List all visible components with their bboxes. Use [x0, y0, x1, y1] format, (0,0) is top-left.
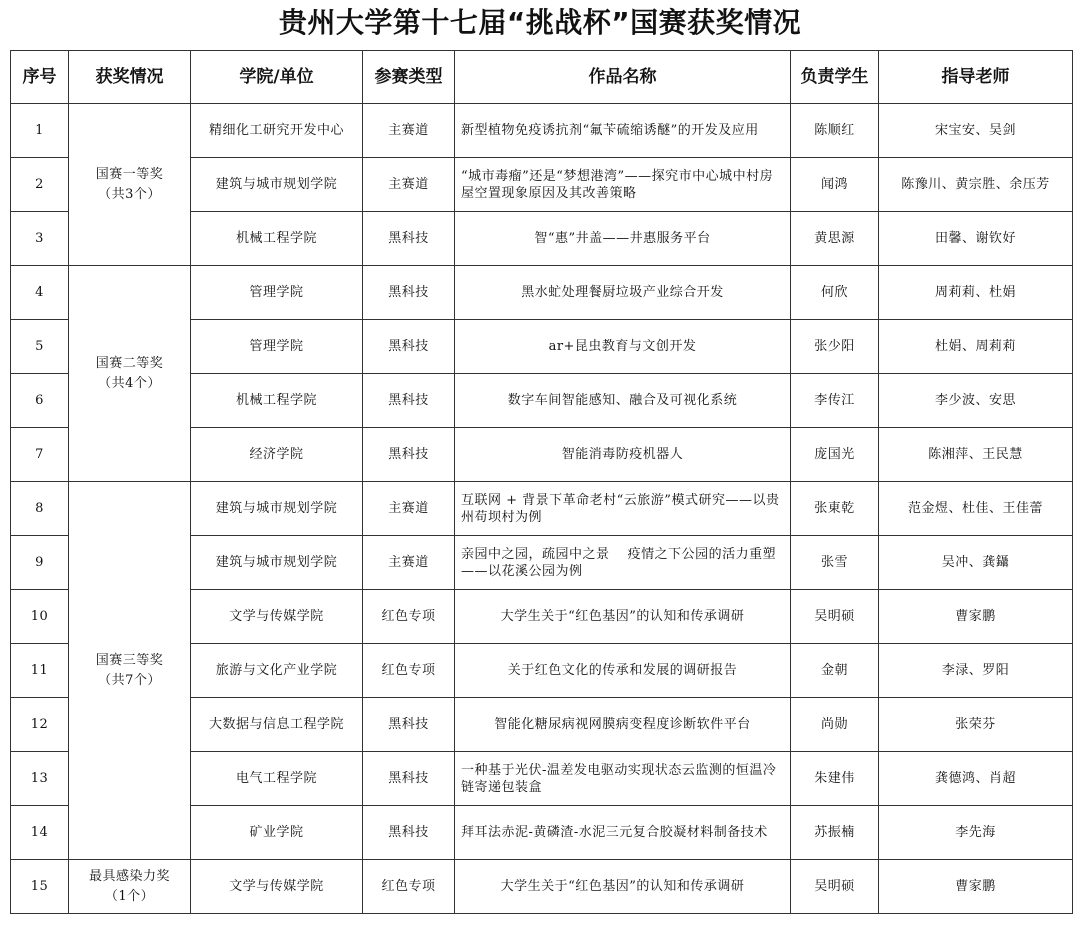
header-work: 作品名称 — [455, 51, 791, 104]
cell-college: 文学与传媒学院 — [191, 860, 363, 914]
awards-table — [10, 50, 1073, 914]
cell-no: 14 — [11, 806, 69, 860]
cell-student: 张東乾 — [791, 482, 879, 536]
cell-college: 大数据与信息工程学院 — [191, 698, 363, 752]
cell-work: 关于红色文化的传承和发展的调研报告 — [455, 644, 791, 698]
cell-college: 电气工程学院 — [191, 752, 363, 806]
cell-type: 黑科技 — [363, 752, 455, 806]
cell-type: 红色专项 — [363, 860, 455, 914]
cell-work: 黑水虻处理餐厨垃圾产业综合开发 — [455, 266, 791, 320]
cell-student: 李传江 — [791, 374, 879, 428]
cell-no: 9 — [11, 536, 69, 590]
award-count: （1个） — [104, 888, 155, 904]
table-row — [11, 860, 1073, 914]
cell-work: 亲园中之园，疏园中之景 疫情之下公园的活力重塑——以花溪公园为例 — [455, 536, 791, 590]
cell-student: 陈顺红 — [791, 104, 879, 158]
cell-type: 黑科技 — [363, 428, 455, 482]
cell-work: 智能化糖尿病视网膜病变程度诊断软件平台 — [455, 698, 791, 752]
cell-advisor: 李渌、罗阳 — [879, 644, 1073, 698]
cell-type: 黑科技 — [363, 266, 455, 320]
cell-no: 7 — [11, 428, 69, 482]
cell-no: 1 — [11, 104, 69, 158]
cell-advisor: 曹家鹏 — [879, 860, 1073, 914]
cell-student: 吴明硕 — [791, 860, 879, 914]
cell-student: 张雪 — [791, 536, 879, 590]
award-group-third — [69, 482, 191, 860]
cell-student: 朱建伟 — [791, 752, 879, 806]
cell-no: 15 — [11, 860, 69, 914]
cell-advisor: 李少波、安思 — [879, 374, 1073, 428]
cell-work: 智能消毒防疫机器人 — [455, 428, 791, 482]
cell-no: 5 — [11, 320, 69, 374]
award-group-second — [69, 266, 191, 482]
page-title: 贵州大学第十七届“挑战杯”国赛获奖情况 — [278, 6, 802, 39]
cell-college: 管理学院 — [191, 266, 363, 320]
cell-no: 2 — [11, 158, 69, 212]
cell-type: 黑科技 — [363, 320, 455, 374]
award-label: 国赛一等奖 — [95, 166, 164, 182]
cell-college: 机械工程学院 — [191, 212, 363, 266]
cell-type: 黑科技 — [363, 212, 455, 266]
cell-work: 数字车间智能感知、融合及可视化系统 — [455, 374, 791, 428]
award-label: 国赛二等奖 — [95, 355, 164, 371]
header-award: 获奖情况 — [69, 51, 191, 104]
cell-no: 3 — [11, 212, 69, 266]
cell-college: 建筑与城市规划学院 — [191, 158, 363, 212]
table-row — [11, 104, 1073, 158]
cell-type: 黑科技 — [363, 698, 455, 752]
cell-type: 黑科技 — [363, 806, 455, 860]
cell-no: 4 — [11, 266, 69, 320]
cell-no: 11 — [11, 644, 69, 698]
cell-student: 尚勋 — [791, 698, 879, 752]
cell-type: 黑科技 — [363, 374, 455, 428]
cell-type: 红色专项 — [363, 644, 455, 698]
cell-advisor: 吴冲、龚鑷 — [879, 536, 1073, 590]
cell-advisor: 陈湘萍、王民慧 — [879, 428, 1073, 482]
cell-work: 新型植物免疫诱抗剂“氟苄硫缩诱醚”的开发及应用 — [455, 104, 791, 158]
cell-advisor: 周莉莉、杜娟 — [879, 266, 1073, 320]
cell-work: 大学生关于“红色基因”的认知和传承调研 — [455, 590, 791, 644]
cell-student: 吴明硕 — [791, 590, 879, 644]
cell-type: 主赛道 — [363, 158, 455, 212]
cell-advisor: 宋宝安、吴剑 — [879, 104, 1073, 158]
award-label: 最具感染力奖 — [88, 868, 170, 884]
cell-student: 何欣 — [791, 266, 879, 320]
cell-type: 红色专项 — [363, 590, 455, 644]
header-advisor: 指导老师 — [879, 51, 1073, 104]
award-count: （共7个） — [98, 672, 161, 688]
cell-college: 文学与传媒学院 — [191, 590, 363, 644]
cell-advisor: 李先海 — [879, 806, 1073, 860]
cell-college: 矿业学院 — [191, 806, 363, 860]
cell-student: 张少阳 — [791, 320, 879, 374]
cell-college: 机械工程学院 — [191, 374, 363, 428]
award-label: 国赛三等奖 — [95, 652, 164, 668]
cell-no: 13 — [11, 752, 69, 806]
cell-college: 管理学院 — [191, 320, 363, 374]
table-row — [11, 482, 1073, 536]
cell-college: 建筑与城市规划学院 — [191, 536, 363, 590]
award-group-special — [69, 860, 191, 914]
cell-student: 苏振楠 — [791, 806, 879, 860]
cell-no: 6 — [11, 374, 69, 428]
cell-work: 拜耳法赤泥-黄磷渣-水泥三元复合胶凝材料制备技术 — [455, 806, 791, 860]
award-count: （共3个） — [98, 186, 161, 202]
cell-student: 闻鸿 — [791, 158, 879, 212]
header-row — [11, 51, 1073, 104]
cell-type: 主赛道 — [363, 482, 455, 536]
cell-work: 一种基于光伏-温差发电驱动实现状态云监测的恒温冷链寄递包装盒 — [455, 752, 791, 806]
cell-no: 10 — [11, 590, 69, 644]
cell-college: 精细化工研究开发中心 — [191, 104, 363, 158]
cell-type: 主赛道 — [363, 536, 455, 590]
table-row — [11, 266, 1073, 320]
cell-advisor: 杜娟、周莉莉 — [879, 320, 1073, 374]
header-college: 学院/单位 — [191, 51, 363, 104]
cell-work: 互联网 + 背景下革命老村“云旅游”模式研究——以贵州苟坝村为例 — [455, 482, 791, 536]
cell-work: 智“惠”井盖——井惠服务平台 — [455, 212, 791, 266]
cell-college: 旅游与文化产业学院 — [191, 644, 363, 698]
cell-work: “城市毒瘤”还是“梦想港湾”——探究市中心城中村房屋空置现象原因及其改善策略 — [455, 158, 791, 212]
cell-advisor: 龚德鸿、肖超 — [879, 752, 1073, 806]
header-student: 负责学生 — [791, 51, 879, 104]
cell-advisor: 张荣芬 — [879, 698, 1073, 752]
cell-advisor: 范金煜、杜佳、王佳蕾 — [879, 482, 1073, 536]
header-type: 参赛类型 — [363, 51, 455, 104]
cell-student: 金朝 — [791, 644, 879, 698]
cell-advisor: 田馨、谢钦好 — [879, 212, 1073, 266]
award-group-first — [69, 104, 191, 266]
header-no: 序号 — [11, 51, 69, 104]
cell-college: 建筑与城市规划学院 — [191, 482, 363, 536]
cell-work: 大学生关于“红色基因”的认知和传承调研 — [455, 860, 791, 914]
cell-advisor: 曹家鹏 — [879, 590, 1073, 644]
cell-type: 主赛道 — [363, 104, 455, 158]
cell-work: ar+昆虫教育与文创开发 — [455, 320, 791, 374]
cell-student: 黄思源 — [791, 212, 879, 266]
cell-no: 8 — [11, 482, 69, 536]
award-count: （共4个） — [98, 375, 161, 391]
cell-advisor: 陈豫川、黄宗胜、余压芳 — [879, 158, 1073, 212]
cell-student: 庞国光 — [791, 428, 879, 482]
cell-no: 12 — [11, 698, 69, 752]
cell-college: 经济学院 — [191, 428, 363, 482]
